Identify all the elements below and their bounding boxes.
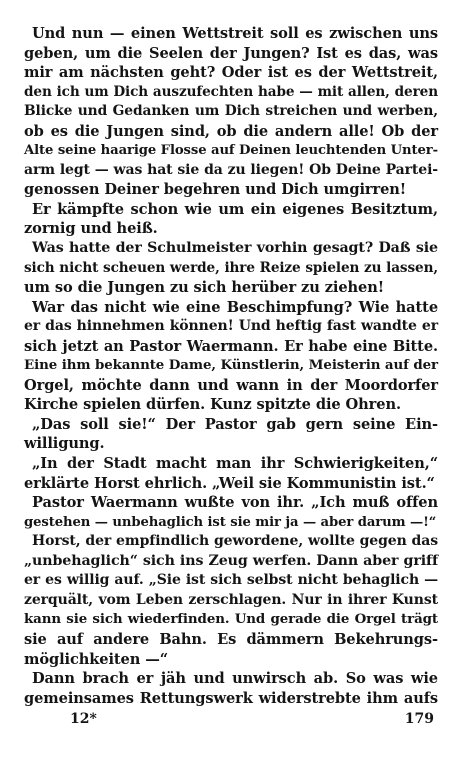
text-line: Kirche spielen dürfen. Kunz spitzte die Ohren. xyxy=(24,396,401,414)
text-line: Dann brach er jäh und unwirsch ab. So was wie xyxy=(32,670,438,688)
text-line: zornig und heiß. xyxy=(24,220,158,238)
paragraph xyxy=(24,669,438,708)
text-line: gestehen — unbehaglich ist sie mir ja — aber darum —!“ xyxy=(24,514,437,530)
paragraph xyxy=(24,493,438,532)
text-line: gemeinsames Rettungswerk widerstrebte ihm aufs xyxy=(24,689,438,707)
text-line: arm legt — was hat sie da zu liegen! Ob Deine Partei- xyxy=(24,161,438,178)
paragraph xyxy=(24,454,438,493)
text-line: ob es die Jungen sind, ob die andern alle! Ob der xyxy=(24,122,438,140)
text-line: zerquält, vom Leben zerschlagen. Nur in ihrer Kunst xyxy=(24,591,438,608)
text-line: geben, um die Seelen der Jungen? Ist es das, was xyxy=(24,44,438,62)
text-line: Was hatte der Schulmeister vorhin gesagt? Daß sie xyxy=(32,240,438,257)
text-line: kann sie sich wiederfinden. Und gerade die Orgel trägt xyxy=(24,611,438,628)
text-line: Und nun — einen Wettstreit soll es zwischen uns xyxy=(32,25,438,42)
text-line: Horst, der empfindlich gewordene, wollte gegen das xyxy=(32,533,438,550)
paragraph xyxy=(24,24,438,200)
text-line: er das hinnehmen können! Und heftig fast wandte er xyxy=(24,318,438,335)
text-line: erklärte Horst ehrlich. „Weil sie Kommunistin ist.“ xyxy=(24,474,435,492)
text-line: sich jetzt an Pastor Waermann. Er habe eine Bitte. xyxy=(24,337,438,355)
text-line: genossen Deiner begehren und Dich umgirren! xyxy=(24,181,407,199)
text-line: Pastor Waermann wußte von ihr. „Ich muß offen xyxy=(32,494,438,512)
text-line: „Das soll sie!“ Der Pastor gab gern seine Ein- xyxy=(32,415,438,433)
paragraph xyxy=(24,239,438,298)
body-text xyxy=(24,24,438,708)
signature-mark: 12* xyxy=(70,711,97,727)
text-line: sich nicht scheuen werde, ihre Reize spielen zu lassen, xyxy=(24,259,438,276)
text-line: er es willig auf. „Sie ist sich selbst nicht behaglich — xyxy=(24,572,438,589)
text-line: möglichkeiten —“ xyxy=(24,650,169,668)
paragraph xyxy=(24,298,438,415)
paragraph xyxy=(24,200,438,239)
text-line: sie auf andere Bahn. Es dämmern Bekehrungs- xyxy=(24,630,438,648)
text-line: Er kämpfte schon wie um ein eigenes Besitztum, xyxy=(32,200,438,218)
text-line: „In der Stadt macht man ihr Schwierigkeiten,“ xyxy=(32,455,438,473)
text-line: den ich um Dich auszufechten habe — mit allen, deren xyxy=(24,83,438,100)
paragraph xyxy=(24,415,438,454)
text-line: willigung. xyxy=(24,435,105,453)
text-line: War das nicht wie eine Beschimpfung? Wie hatte xyxy=(32,298,438,316)
text-line: „unbehaglich“ sich ins Zeug werfen. Dann aber griff xyxy=(24,552,438,569)
paragraph xyxy=(24,532,438,669)
page-number: 179 xyxy=(404,711,434,727)
text-line: Alte seine haarige Flosse auf Deinen leuchtenden Unter- xyxy=(24,143,438,159)
text-line: um so die Jungen zu sich herüber zu ziehen! xyxy=(24,279,385,297)
text-line: mir am nächsten geht? Oder ist es der Wettstreit, xyxy=(24,64,438,82)
text-line: Eine ihm bekannte Dame, Künstlerin, Meisterin auf der xyxy=(24,357,438,374)
text-line: Blicke und Gedanken um Dich streichen und werben, xyxy=(24,103,438,120)
text-line: Orgel, möchte dann und wann in der Moordorfer xyxy=(24,376,438,394)
